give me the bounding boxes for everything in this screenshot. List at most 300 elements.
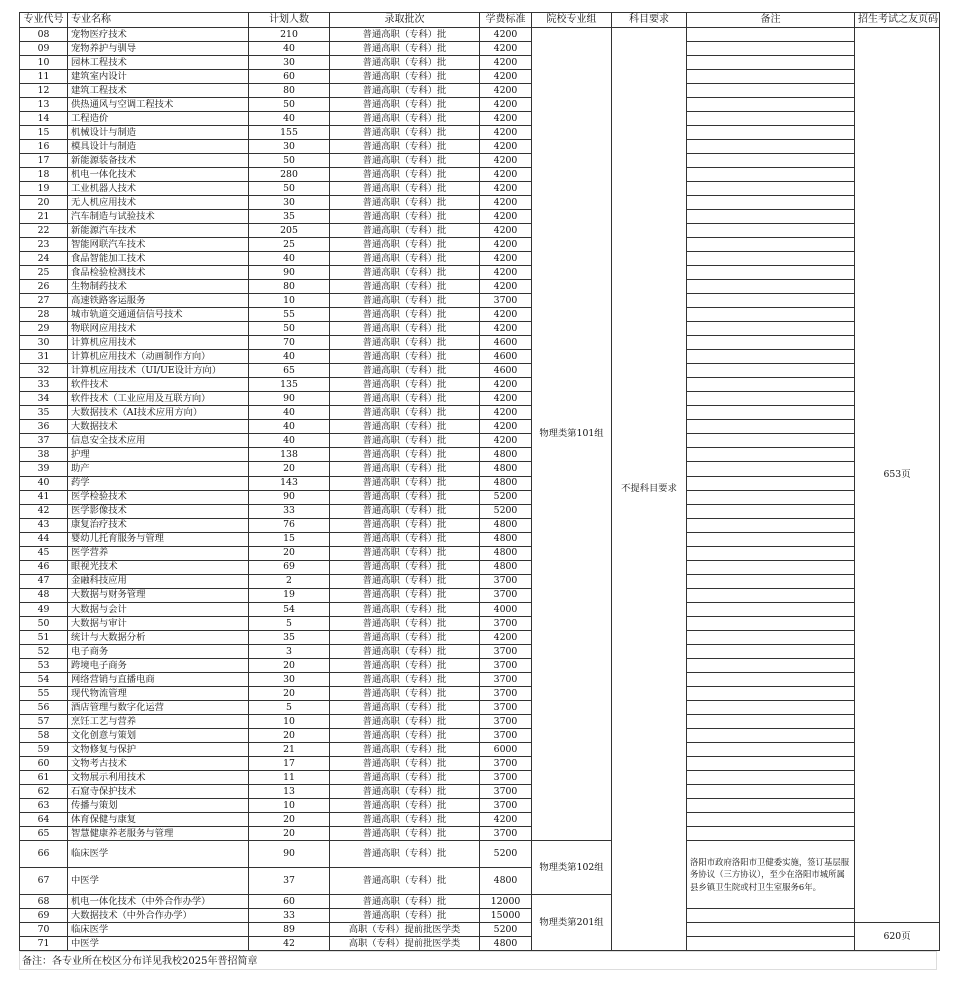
cell-name: 智慧健康养老服务与管理 bbox=[68, 826, 249, 840]
cell-code: 38 bbox=[20, 448, 68, 462]
cell-plan: 80 bbox=[249, 280, 330, 294]
cell-code: 08 bbox=[20, 28, 68, 42]
table-row bbox=[20, 826, 940, 840]
cell-name: 大数据技术（中外合作办学） bbox=[68, 908, 249, 922]
header-fee: 学费标准 bbox=[480, 13, 532, 28]
cell-remark bbox=[687, 908, 855, 922]
cell-name: 医学检验技术 bbox=[68, 490, 249, 504]
cell-fee: 3700 bbox=[480, 686, 532, 700]
cell-remark bbox=[687, 140, 855, 154]
cell-name: 眼视光技术 bbox=[68, 560, 249, 574]
cell-name: 护理 bbox=[68, 448, 249, 462]
cell-name: 医学营养 bbox=[68, 546, 249, 560]
table-row bbox=[20, 392, 940, 406]
table-row bbox=[20, 908, 940, 922]
cell-batch: 普通高职（专科）批 bbox=[330, 700, 480, 714]
cell-plan: 80 bbox=[249, 84, 330, 98]
table-row bbox=[20, 238, 940, 252]
cell-batch: 普通高职（专科）批 bbox=[330, 420, 480, 434]
table-row bbox=[20, 378, 940, 392]
cell-code: 24 bbox=[20, 252, 68, 266]
cell-code: 55 bbox=[20, 686, 68, 700]
cell-plan: 30 bbox=[249, 140, 330, 154]
cell-batch: 普通高职（专科）批 bbox=[330, 406, 480, 420]
cell-batch: 普通高职（专科）批 bbox=[330, 84, 480, 98]
cell-name: 软件技术 bbox=[68, 378, 249, 392]
cell-plan: 37 bbox=[249, 867, 330, 894]
cell-name: 中医学 bbox=[68, 936, 249, 950]
cell-remark bbox=[687, 798, 855, 812]
cell-fee: 4200 bbox=[480, 28, 532, 42]
cell-batch: 普通高职（专科）批 bbox=[330, 252, 480, 266]
cell-batch: 高职（专科）提前批医学类 bbox=[330, 922, 480, 936]
cell-plan: 17 bbox=[249, 756, 330, 770]
cell-plan: 20 bbox=[249, 728, 330, 742]
table-row bbox=[20, 448, 940, 462]
cell-remark bbox=[687, 56, 855, 70]
cell-name: 电子商务 bbox=[68, 644, 249, 658]
table-row bbox=[20, 140, 940, 154]
cell-batch: 普通高职（专科）批 bbox=[330, 392, 480, 406]
table-row bbox=[20, 252, 940, 266]
cell-code: 15 bbox=[20, 126, 68, 140]
cell-code: 52 bbox=[20, 644, 68, 658]
cell-name: 中医学 bbox=[68, 867, 249, 894]
cell-batch: 普通高职（专科）批 bbox=[330, 98, 480, 112]
table-row bbox=[20, 154, 940, 168]
cell-remark bbox=[687, 490, 855, 504]
cell-plan: 40 bbox=[249, 252, 330, 266]
cell-batch: 普通高职（专科）批 bbox=[330, 546, 480, 560]
cell-batch: 普通高职（专科）批 bbox=[330, 210, 480, 224]
cell-remark bbox=[687, 364, 855, 378]
cell-name: 城市轨道交通通信信号技术 bbox=[68, 308, 249, 322]
cell-remark bbox=[687, 126, 855, 140]
cell-name: 园林工程技术 bbox=[68, 56, 249, 70]
cell-name: 大数据与审计 bbox=[68, 616, 249, 630]
table-row bbox=[20, 70, 940, 84]
cell-name: 石窟寺保护技术 bbox=[68, 784, 249, 798]
cell-remark bbox=[687, 168, 855, 182]
cell-plan: 35 bbox=[249, 210, 330, 224]
cell-plan: 138 bbox=[249, 448, 330, 462]
cell-name: 金融科技应用 bbox=[68, 574, 249, 588]
cell-plan: 30 bbox=[249, 196, 330, 210]
cell-batch: 普通高职（专科）批 bbox=[330, 714, 480, 728]
cell-remark bbox=[687, 98, 855, 112]
cell-plan: 20 bbox=[249, 462, 330, 476]
cell-name: 机械设计与制造 bbox=[68, 126, 249, 140]
cell-batch: 普通高职（专科）批 bbox=[330, 70, 480, 84]
cell-fee: 3700 bbox=[480, 658, 532, 672]
cell-fee: 4200 bbox=[480, 630, 532, 644]
cell-remark bbox=[687, 406, 855, 420]
cell-batch: 普通高职（专科）批 bbox=[330, 462, 480, 476]
cell-fee: 3700 bbox=[480, 784, 532, 798]
table-row bbox=[20, 546, 940, 560]
cell-batch: 普通高职（专科）批 bbox=[330, 112, 480, 126]
header-group: 院校专业组 bbox=[532, 13, 612, 28]
cell-batch: 普通高职（专科）批 bbox=[330, 196, 480, 210]
cell-name: 康复治疗技术 bbox=[68, 518, 249, 532]
cell-batch: 高职（专科）提前批医学类 bbox=[330, 936, 480, 950]
cell-code: 31 bbox=[20, 350, 68, 364]
cell-fee: 4200 bbox=[480, 420, 532, 434]
cell-fee: 4800 bbox=[480, 462, 532, 476]
table-row bbox=[20, 922, 940, 936]
cell-code: 14 bbox=[20, 112, 68, 126]
cell-remark bbox=[687, 658, 855, 672]
cell-fee: 4200 bbox=[480, 308, 532, 322]
cell-code: 39 bbox=[20, 462, 68, 476]
cell-plan: 70 bbox=[249, 336, 330, 350]
cell-fee: 3700 bbox=[480, 672, 532, 686]
cell-name: 机电一体化技术（中外合作办学） bbox=[68, 894, 249, 908]
cell-code: 50 bbox=[20, 616, 68, 630]
cell-code: 21 bbox=[20, 210, 68, 224]
cell-fee: 15000 bbox=[480, 908, 532, 922]
cell-code: 25 bbox=[20, 266, 68, 280]
cell-batch: 普通高职（专科）批 bbox=[330, 266, 480, 280]
cell-batch: 普通高职（专科）批 bbox=[330, 518, 480, 532]
table-row bbox=[20, 210, 940, 224]
cell-plan: 20 bbox=[249, 546, 330, 560]
cell-code: 44 bbox=[20, 532, 68, 546]
cell-code: 67 bbox=[20, 867, 68, 894]
cell-code: 51 bbox=[20, 630, 68, 644]
cell-code: 27 bbox=[20, 294, 68, 308]
cell-name: 高速铁路客运服务 bbox=[68, 294, 249, 308]
cell-fee: 3700 bbox=[480, 826, 532, 840]
cell-batch: 普通高职（专科）批 bbox=[330, 280, 480, 294]
cell-batch: 普通高职（专科）批 bbox=[330, 728, 480, 742]
table-row bbox=[20, 182, 940, 196]
cell-name: 文物修复与保护 bbox=[68, 742, 249, 756]
table-row bbox=[20, 476, 940, 490]
cell-remark bbox=[687, 196, 855, 210]
cell-name: 大数据与会计 bbox=[68, 602, 249, 616]
cell-name: 计算机应用技术（动画制作方向） bbox=[68, 350, 249, 364]
cell-batch: 普通高职（专科）批 bbox=[330, 560, 480, 574]
cell-fee: 4800 bbox=[480, 532, 532, 546]
cell-code: 53 bbox=[20, 658, 68, 672]
cell-code: 48 bbox=[20, 588, 68, 602]
cell-code: 57 bbox=[20, 714, 68, 728]
table-row bbox=[20, 630, 940, 644]
table-row bbox=[20, 602, 940, 616]
cell-remark bbox=[687, 784, 855, 798]
cell-remark bbox=[687, 630, 855, 644]
cell-remark bbox=[687, 728, 855, 742]
cell-batch: 普通高职（专科）批 bbox=[330, 908, 480, 922]
table-row bbox=[20, 686, 940, 700]
cell-plan: 20 bbox=[249, 826, 330, 840]
cell-name: 食品智能加工技术 bbox=[68, 252, 249, 266]
cell-batch: 普通高职（专科）批 bbox=[330, 168, 480, 182]
cell-batch: 普通高职（专科）批 bbox=[330, 784, 480, 798]
cell-code: 19 bbox=[20, 182, 68, 196]
cell-fee: 4200 bbox=[480, 42, 532, 56]
cell-name: 建筑室内设计 bbox=[68, 70, 249, 84]
cell-fee: 4200 bbox=[480, 56, 532, 70]
cell-name: 文化创意与策划 bbox=[68, 728, 249, 742]
cell-name: 助产 bbox=[68, 462, 249, 476]
cell-plan: 40 bbox=[249, 434, 330, 448]
cell-plan: 33 bbox=[249, 908, 330, 922]
cell-remark bbox=[687, 686, 855, 700]
cell-code: 18 bbox=[20, 168, 68, 182]
cell-remark bbox=[687, 922, 855, 936]
table-row bbox=[20, 42, 940, 56]
cell-remark bbox=[687, 224, 855, 238]
cell-plan: 40 bbox=[249, 350, 330, 364]
cell-plan: 76 bbox=[249, 518, 330, 532]
table-row bbox=[20, 936, 940, 950]
cell-code: 69 bbox=[20, 908, 68, 922]
cell-remark-note: 洛阳市政府洛阳市卫健委实施，签订基层服务协议（三方协议），至少在洛阳市城所属县乡镇卫生院或村卫生室服务6年。 bbox=[687, 840, 855, 908]
table-row bbox=[20, 462, 940, 476]
table-row bbox=[20, 700, 940, 714]
header-plan: 计划人数 bbox=[249, 13, 330, 28]
cell-batch: 普通高职（专科）批 bbox=[330, 826, 480, 840]
cell-fee: 4200 bbox=[480, 112, 532, 126]
cell-remark bbox=[687, 532, 855, 546]
cell-remark bbox=[687, 392, 855, 406]
table-row bbox=[20, 364, 940, 378]
cell-code: 62 bbox=[20, 784, 68, 798]
cell-name: 计算机应用技术 bbox=[68, 336, 249, 350]
cell-plan: 25 bbox=[249, 238, 330, 252]
cell-name: 网络营销与直播电商 bbox=[68, 672, 249, 686]
cell-batch: 普通高职（专科）批 bbox=[330, 756, 480, 770]
cell-code: 37 bbox=[20, 434, 68, 448]
cell-name: 药学 bbox=[68, 476, 249, 490]
cell-name: 工业机器人技术 bbox=[68, 182, 249, 196]
cell-remark bbox=[687, 936, 855, 950]
cell-name: 计算机应用技术（UI/UE设计方向） bbox=[68, 364, 249, 378]
cell-remark bbox=[687, 756, 855, 770]
cell-plan: 10 bbox=[249, 798, 330, 812]
header-batch: 录取批次 bbox=[330, 13, 480, 28]
cell-code: 63 bbox=[20, 798, 68, 812]
cell-plan: 90 bbox=[249, 490, 330, 504]
cell-code: 42 bbox=[20, 504, 68, 518]
cell-plan: 90 bbox=[249, 266, 330, 280]
cell-fee: 4800 bbox=[480, 518, 532, 532]
cell-code: 16 bbox=[20, 140, 68, 154]
table-row bbox=[20, 560, 940, 574]
cell-plan: 42 bbox=[249, 936, 330, 950]
table-row bbox=[20, 28, 940, 42]
table-row bbox=[20, 588, 940, 602]
cell-batch: 普通高职（专科）批 bbox=[330, 616, 480, 630]
cell-plan: 5 bbox=[249, 700, 330, 714]
table-row bbox=[20, 532, 940, 546]
table-row bbox=[20, 112, 940, 126]
cell-remark bbox=[687, 280, 855, 294]
cell-remark bbox=[687, 322, 855, 336]
cell-fee: 4200 bbox=[480, 378, 532, 392]
cell-batch: 普通高职（专科）批 bbox=[330, 28, 480, 42]
cell-name: 工程造价 bbox=[68, 112, 249, 126]
cell-remark bbox=[687, 448, 855, 462]
cell-code: 23 bbox=[20, 238, 68, 252]
table-row bbox=[20, 168, 940, 182]
table-row bbox=[20, 56, 940, 70]
cell-fee: 4800 bbox=[480, 448, 532, 462]
cell-fee: 4200 bbox=[480, 392, 532, 406]
cell-plan: 50 bbox=[249, 182, 330, 196]
cell-name: 文物展示利用技术 bbox=[68, 770, 249, 784]
cell-code: 68 bbox=[20, 894, 68, 908]
cell-remark bbox=[687, 210, 855, 224]
table-row bbox=[20, 490, 940, 504]
table-row bbox=[20, 742, 940, 756]
cell-code: 58 bbox=[20, 728, 68, 742]
cell-fee: 4200 bbox=[480, 168, 532, 182]
table-row bbox=[20, 798, 940, 812]
cell-batch: 普通高职（专科）批 bbox=[330, 574, 480, 588]
cell-code: 65 bbox=[20, 826, 68, 840]
table-row bbox=[20, 770, 940, 784]
table-row bbox=[20, 224, 940, 238]
cell-fee: 3700 bbox=[480, 714, 532, 728]
cell-fee: 5200 bbox=[480, 922, 532, 936]
header-subject: 科目要求 bbox=[612, 13, 687, 28]
table-body bbox=[20, 28, 940, 951]
cell-fee: 4200 bbox=[480, 224, 532, 238]
cell-plan: 20 bbox=[249, 686, 330, 700]
cell-fee: 3700 bbox=[480, 588, 532, 602]
cell-remark bbox=[687, 742, 855, 756]
cell-batch: 普通高职（专科）批 bbox=[330, 336, 480, 350]
cell-fee: 4800 bbox=[480, 936, 532, 950]
cell-fee: 3700 bbox=[480, 770, 532, 784]
cell-plan: 65 bbox=[249, 364, 330, 378]
cell-name: 传播与策划 bbox=[68, 798, 249, 812]
cell-code: 47 bbox=[20, 574, 68, 588]
cell-remark bbox=[687, 504, 855, 518]
cell-code: 12 bbox=[20, 84, 68, 98]
cell-fee: 4200 bbox=[480, 252, 532, 266]
cell-fee: 3700 bbox=[480, 294, 532, 308]
cell-code: 11 bbox=[20, 70, 68, 84]
cell-code: 30 bbox=[20, 336, 68, 350]
cell-code: 10 bbox=[20, 56, 68, 70]
cell-batch: 普通高职（专科）批 bbox=[330, 686, 480, 700]
cell-batch: 普通高职（专科）批 bbox=[330, 672, 480, 686]
cell-remark bbox=[687, 588, 855, 602]
cell-plan: 54 bbox=[249, 602, 330, 616]
cell-code: 35 bbox=[20, 406, 68, 420]
cell-fee: 4200 bbox=[480, 196, 532, 210]
cell-remark bbox=[687, 546, 855, 560]
table-row bbox=[20, 196, 940, 210]
cell-batch: 普通高职（专科）批 bbox=[330, 602, 480, 616]
cell-fee: 4200 bbox=[480, 812, 532, 826]
cell-remark bbox=[687, 700, 855, 714]
cell-plan: 10 bbox=[249, 714, 330, 728]
cell-remark bbox=[687, 812, 855, 826]
cell-remark bbox=[687, 28, 855, 42]
table-row bbox=[20, 616, 940, 630]
cell-subject-requirement: 不提科目要求 bbox=[612, 28, 687, 951]
cell-name: 医学影像技术 bbox=[68, 504, 249, 518]
cell-batch: 普通高职（专科）批 bbox=[330, 504, 480, 518]
cell-batch: 普通高职（专科）批 bbox=[330, 532, 480, 546]
cell-name: 临床医学 bbox=[68, 840, 249, 867]
cell-remark bbox=[687, 826, 855, 840]
cell-name: 建筑工程技术 bbox=[68, 84, 249, 98]
cell-name: 机电一体化技术 bbox=[68, 168, 249, 182]
cell-name: 无人机应用技术 bbox=[68, 196, 249, 210]
cell-plan: 10 bbox=[249, 294, 330, 308]
cell-code: 20 bbox=[20, 196, 68, 210]
cell-fee: 4200 bbox=[480, 70, 532, 84]
cell-name: 汽车制造与试验技术 bbox=[68, 210, 249, 224]
cell-code: 13 bbox=[20, 98, 68, 112]
cell-fee: 3700 bbox=[480, 798, 532, 812]
cell-plan: 69 bbox=[249, 560, 330, 574]
cell-batch: 普通高职（专科）批 bbox=[330, 238, 480, 252]
cell-batch: 普通高职（专科）批 bbox=[330, 742, 480, 756]
footnote: 备注：各专业所在校区分布详见我校2025年普招简章 bbox=[19, 951, 937, 970]
cell-fee: 5200 bbox=[480, 490, 532, 504]
cell-remark bbox=[687, 42, 855, 56]
cell-plan: 20 bbox=[249, 812, 330, 826]
cell-name: 大数据技术 bbox=[68, 420, 249, 434]
cell-remark bbox=[687, 238, 855, 252]
table-row bbox=[20, 266, 940, 280]
cell-remark bbox=[687, 70, 855, 84]
cell-code: 70 bbox=[20, 922, 68, 936]
table-row bbox=[20, 406, 940, 420]
cell-plan: 89 bbox=[249, 922, 330, 936]
cell-plan: 50 bbox=[249, 322, 330, 336]
cell-remark bbox=[687, 294, 855, 308]
cell-plan: 30 bbox=[249, 56, 330, 70]
cell-remark bbox=[687, 476, 855, 490]
cell-code: 54 bbox=[20, 672, 68, 686]
cell-name: 宠物医疗技术 bbox=[68, 28, 249, 42]
table-row bbox=[20, 280, 940, 294]
cell-group-201: 物理类第201组 bbox=[532, 894, 612, 950]
cell-plan: 90 bbox=[249, 392, 330, 406]
cell-batch: 普通高职（专科）批 bbox=[330, 840, 480, 867]
cell-plan: 60 bbox=[249, 70, 330, 84]
cell-code: 32 bbox=[20, 364, 68, 378]
cell-name: 食品检验检测技术 bbox=[68, 266, 249, 280]
table-row bbox=[20, 126, 940, 140]
cell-plan: 155 bbox=[249, 126, 330, 140]
cell-remark bbox=[687, 84, 855, 98]
cell-plan: 143 bbox=[249, 476, 330, 490]
cell-fee: 6000 bbox=[480, 742, 532, 756]
cell-batch: 普通高职（专科）批 bbox=[330, 630, 480, 644]
cell-name: 宠物养护与驯导 bbox=[68, 42, 249, 56]
cell-plan: 19 bbox=[249, 588, 330, 602]
table-row bbox=[20, 420, 940, 434]
cell-batch: 普通高职（专科）批 bbox=[330, 378, 480, 392]
cell-batch: 普通高职（专科）批 bbox=[330, 476, 480, 490]
cell-remark bbox=[687, 714, 855, 728]
cell-fee: 4200 bbox=[480, 98, 532, 112]
cell-code: 60 bbox=[20, 756, 68, 770]
cell-plan: 33 bbox=[249, 504, 330, 518]
cell-remark bbox=[687, 336, 855, 350]
cell-remark bbox=[687, 462, 855, 476]
cell-remark bbox=[687, 266, 855, 280]
